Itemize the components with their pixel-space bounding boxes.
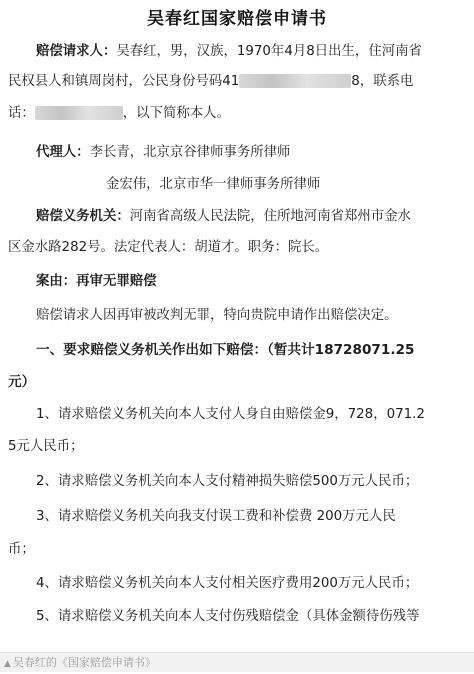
claimant-label: 赔偿请求人： [36,44,117,59]
claimant-line-3-text-b: ，以下简称本人。 [122,106,230,121]
claimant-line-2 [8,73,413,91]
case-line [36,273,157,291]
intro-paragraph [36,307,398,325]
intro-text: 赔偿请求人因再审被改判无罪，特向贵院申请作出赔偿决定。 [36,308,398,323]
triangle-icon: ▲ [4,659,11,669]
document-title: 吴春红国家赔偿申请书 [147,9,327,29]
claimant-line-3 [8,105,230,123]
agent-label: 代理人： [36,145,90,160]
claim-item-5: 5、请求赔偿义务机关向本人支付伤残赔偿金（具体金额待伤残等 [36,609,420,624]
obligor-line-1 [36,208,411,226]
redacted-phone-number [35,106,123,120]
case-value: 再审无罪赔偿 [76,274,157,289]
section-1-heading-cont: 元） [8,374,36,390]
claimant-line-3-text-a: 话： [8,106,35,121]
claimant-line-1-text: 吴春红，男，汉族，1970年4月8日出生，住河南省 [116,44,422,59]
obligor-line-2-text: 区金水路282号。法定代表人：胡道才。职务：院长。 [8,240,329,255]
claim-item-2: 2、请求赔偿义务机关向本人支付精神损失赔偿500万元人民币； [36,474,419,489]
claimant-line-2-text-b: 8，联系电 [351,74,414,89]
obligor-line-1-text: 河南省高级人民法院，住所地河南省郑州市金水 [129,209,411,224]
agent-line-1 [36,144,290,162]
claimant-line-2-text-a: 民权县人和镇周岗村，公民身份号码41 [8,74,240,89]
case-label: 案由： [36,274,77,289]
claim-item-1: 1、请求赔偿义务机关向本人支付人身自由赔偿金9，728，071.2 [36,407,425,422]
agent-line-1-text: 李长青，北京京谷律师事务所律师 [89,145,291,160]
section-1-heading: 一、要求赔偿义务机关作出如下赔偿：（暂共计18728071.25 [36,342,415,358]
obligor-line-2 [8,239,328,257]
claimant-line-1 [36,43,422,61]
redacted-id-number [239,74,351,88]
claim-item-3: 3、请求赔偿义务机关向我支付误工费和补偿费 200万元人民 [36,509,396,524]
agent-line-2 [106,176,320,194]
claim-item-3-cont: 币； [8,542,35,557]
caption-text: 吴春红的《国家赔偿申请书》 [12,656,156,669]
claim-item-1-cont: 5元人民币； [8,439,84,454]
image-caption [0,652,474,672]
claim-item-4: 4、请求赔偿义务机关向本人支付相关医疗费用200万元人民币； [36,576,419,591]
obligor-label: 赔偿义务机关： [36,209,130,224]
agent-line-2-text: 金宏伟，北京市华一律师事务所律师 [106,177,321,192]
